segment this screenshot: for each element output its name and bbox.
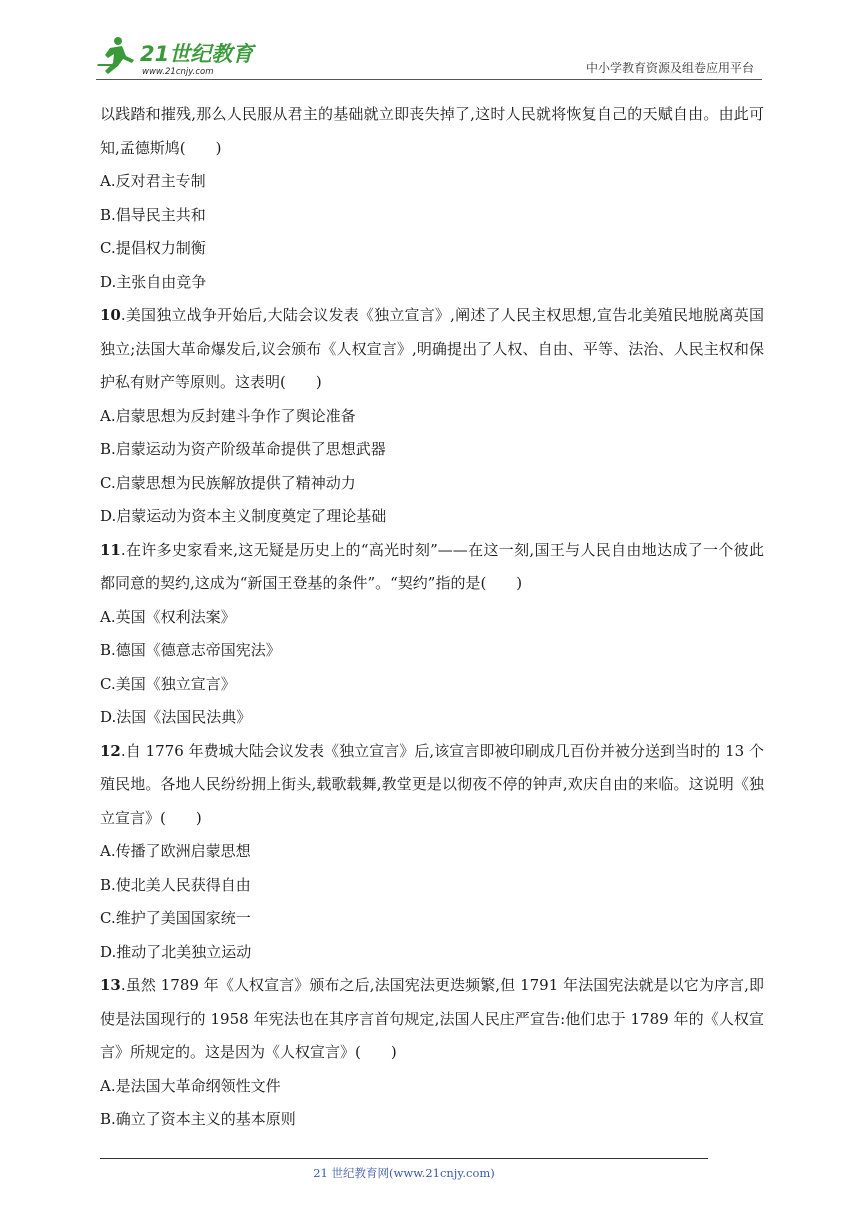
question-9-continuation: 以践踏和摧残,那么人民服从君主的基础就立即丧失掉了,这时人民就将恢复自己的天赋自由。由此可知,孟德斯鸠( ) [100, 105, 764, 157]
logo-text: 21世纪教育 [140, 42, 254, 66]
option-12-b: B.使北美人民获得自由 [100, 875, 251, 894]
option-10-a: A.启蒙思想为反封建斗争作了舆论准备 [100, 406, 356, 425]
question-content [100, 98, 764, 1137]
page-footer: 21 世纪教育网(www.21cnjy.com) [313, 1166, 495, 1180]
option-13-a: A.是法国大革命纲领性文件 [100, 1076, 281, 1095]
question-number: 13 [100, 976, 121, 994]
option-10-c: C.启蒙思想为民族解放提供了精神动力 [100, 473, 356, 492]
option-11-b: B.德国《德意志帝国宪法》 [100, 641, 281, 659]
platform-name: 中小学教育资源及组卷应用平台 [585, 61, 754, 75]
logo-url-text: www.21cnjy.com [142, 67, 214, 77]
option-11-a: A.英国《权利法案》 [100, 607, 236, 626]
question-12-stem [100, 735, 764, 836]
option-13-b: B.确立了资本主义的基本原则 [100, 1110, 296, 1128]
footer-divider [100, 1158, 708, 1159]
option-11-d: D.法国《法国民法典》 [100, 708, 252, 726]
question-text: .自 1776 年费城大陆会议发表《独立宣言》后,该宣言即被印刷成几百份并被分送到当时的 13 个殖民地。各地人民纷纷拥上街头,载歌载舞,教堂更是以彻夜不停的钟声,欢庆自由的来临。这说明《独立宣言》( ) [100, 741, 764, 827]
question-11-stem [100, 534, 764, 601]
option-11-c: C.美国《独立宣言》 [100, 674, 236, 693]
question-text: .在许多史家看来,这无疑是历史上的“高光时刻”——在这一刻,国王与人民自由地达成了一个彼此都同意的契约,这成为“新国王登基的条件”。“契约”指的是( ) [100, 540, 764, 592]
question-13-stem [100, 969, 764, 1070]
page-header [96, 34, 762, 80]
option-9-c: C.提倡权力制衡 [100, 239, 206, 257]
question-number: 12 [100, 741, 121, 760]
option-10-d: D.启蒙运动为资本主义制度奠定了理论基础 [100, 507, 387, 525]
option-9-b: B.倡导民主共和 [100, 205, 206, 224]
option-12-d: D.推动了北美独立运动 [100, 942, 252, 961]
option-10-b: B.启蒙运动为资产阶级革命提供了思想武器 [100, 440, 386, 458]
question-number: 11 [100, 540, 121, 559]
question-10-stem [100, 299, 764, 400]
option-12-a: A.传播了欧洲启蒙思想 [100, 842, 251, 860]
option-12-c: C.维护了美国国家统一 [100, 909, 251, 927]
question-text: .虽然 1789 年《人权宣言》颁布之后,法国宪法更迭频繁,但 1791 年法国宪法就是以它为序言,即使是法国现行的 1958 年宪法也在其序言首句规定,法国人民庄严宣告:他们忠于 1789 年的《人权宣言》所规定的。这是因为《人权宣言》( ) [100, 976, 764, 1061]
logo-icon [96, 34, 266, 78]
option-9-a: A.反对君主专制 [100, 172, 206, 190]
option-9-d: D.主张自由竞争 [100, 272, 207, 291]
header-divider [96, 79, 762, 80]
question-text: .美国独立战争开始后,大陆会议发表《独立宣言》,阐述了人民主权思想,宣告北美殖民地脱离英国独立;法国大革命爆发后,议会颁布《人权宣言》,明确提出了人权、自由、平等、法治、人民主权和保护私有财产等原则。这表明( ) [100, 306, 764, 391]
question-number: 10 [100, 306, 121, 324]
